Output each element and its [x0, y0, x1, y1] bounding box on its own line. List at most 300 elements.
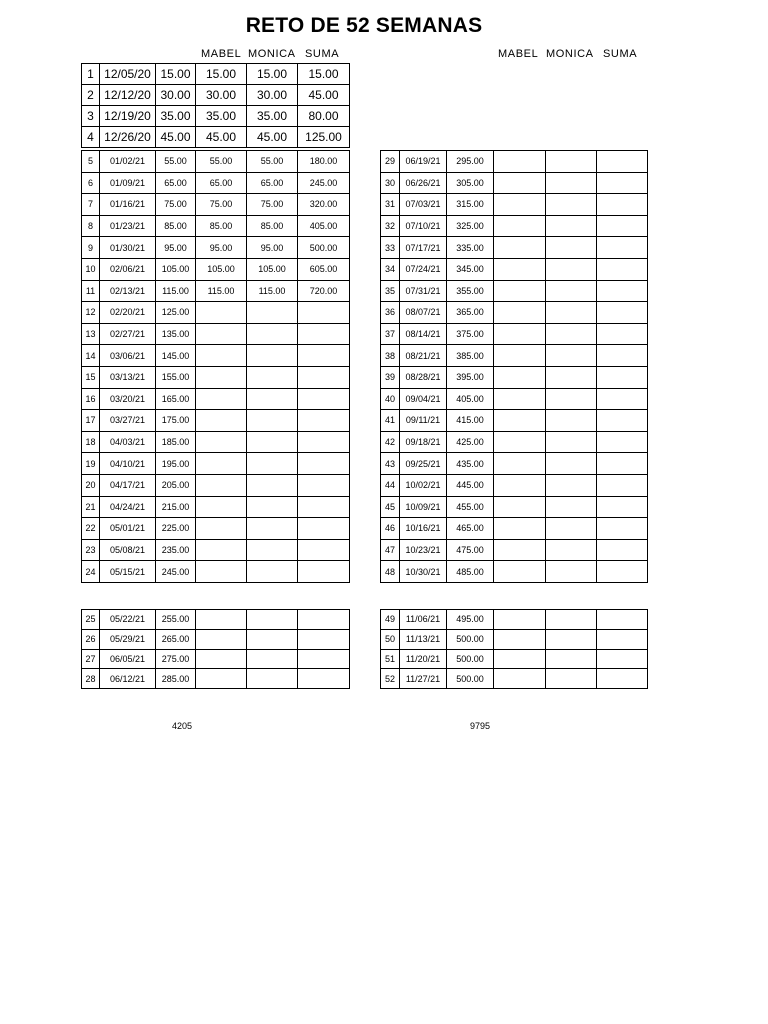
week-number-cell: 10 [82, 258, 100, 280]
suma-amount-cell [298, 323, 350, 345]
week-number-cell: 8 [82, 215, 100, 237]
suma-amount-cell: 320.00 [298, 194, 350, 216]
week-date-cell: 02/20/21 [100, 302, 156, 324]
weekly-amount-cell: 305.00 [447, 172, 494, 194]
weekly-amount-cell: 215.00 [156, 496, 196, 518]
monica-amount-cell: 65.00 [247, 172, 298, 194]
mabel-amount-cell: 55.00 [196, 151, 247, 173]
table-row [82, 561, 350, 583]
weekly-amount-cell: 225.00 [156, 518, 196, 540]
monica-amount-cell [546, 366, 597, 388]
week-number-cell: 42 [381, 431, 400, 453]
monica-amount-cell [247, 431, 298, 453]
week-date-cell: 08/21/21 [400, 345, 447, 367]
week-date-cell: 01/30/21 [100, 237, 156, 259]
monica-amount-cell [546, 669, 597, 689]
week-date-cell: 03/06/21 [100, 345, 156, 367]
week-number-cell: 34 [381, 258, 400, 280]
weekly-amount-cell: 445.00 [447, 474, 494, 496]
week-date-cell: 09/25/21 [400, 453, 447, 475]
table-row [381, 649, 648, 669]
table-row [82, 64, 350, 85]
mabel-amount-cell [494, 610, 546, 630]
weekly-amount-cell: 30.00 [156, 85, 196, 106]
week-date-cell: 01/02/21 [100, 151, 156, 173]
week-date-cell: 05/22/21 [100, 610, 156, 630]
suma-amount-cell [597, 215, 648, 237]
mabel-amount-cell [196, 561, 247, 583]
mabel-amount-cell [196, 410, 247, 432]
mabel-amount-cell [494, 496, 546, 518]
mabel-amount-cell [494, 237, 546, 259]
week-date-cell: 02/06/21 [100, 258, 156, 280]
header-monica-left: MONICA [248, 48, 296, 60]
table-row [381, 237, 648, 259]
week-date-cell: 04/17/21 [100, 474, 156, 496]
table-row [381, 474, 648, 496]
week-date-cell: 02/27/21 [100, 323, 156, 345]
table-row [381, 388, 648, 410]
suma-amount-cell: 245.00 [298, 172, 350, 194]
table-row [82, 518, 350, 540]
mabel-amount-cell [494, 629, 546, 649]
table-row [82, 410, 350, 432]
week-date-cell: 07/10/21 [400, 215, 447, 237]
suma-amount-cell [597, 323, 648, 345]
mabel-amount-cell [196, 539, 247, 561]
weekly-amount-cell: 185.00 [156, 431, 196, 453]
mabel-amount-cell: 105.00 [196, 258, 247, 280]
weekly-amount-cell: 95.00 [156, 237, 196, 259]
monica-amount-cell [247, 610, 298, 630]
table-row [381, 366, 648, 388]
mabel-amount-cell [494, 561, 546, 583]
mabel-amount-cell: 95.00 [196, 237, 247, 259]
week-number-cell: 24 [82, 561, 100, 583]
suma-amount-cell [298, 610, 350, 630]
table-row [82, 610, 350, 630]
table-row [82, 496, 350, 518]
mabel-amount-cell [494, 539, 546, 561]
monica-amount-cell [546, 345, 597, 367]
week-number-cell: 21 [82, 496, 100, 518]
weekly-amount-cell: 35.00 [156, 106, 196, 127]
suma-amount-cell [298, 518, 350, 540]
suma-amount-cell [597, 649, 648, 669]
mabel-amount-cell [196, 474, 247, 496]
week-date-cell: 11/13/21 [400, 629, 447, 649]
suma-amount-cell: 15.00 [298, 64, 350, 85]
week-date-cell: 07/31/21 [400, 280, 447, 302]
monica-amount-cell [546, 258, 597, 280]
week-number-cell: 30 [381, 172, 400, 194]
table-row [82, 388, 350, 410]
mabel-amount-cell: 85.00 [196, 215, 247, 237]
table-row [82, 366, 350, 388]
week-date-cell: 12/26/20 [100, 127, 156, 148]
weekly-amount-cell: 435.00 [447, 453, 494, 475]
table-row [82, 172, 350, 194]
week-date-cell: 12/12/20 [100, 85, 156, 106]
week-date-cell: 01/09/21 [100, 172, 156, 194]
week-number-cell: 4 [82, 127, 100, 148]
mabel-amount-cell [494, 431, 546, 453]
week-date-cell: 03/20/21 [100, 388, 156, 410]
week-date-cell: 11/27/21 [400, 669, 447, 689]
mabel-amount-cell [494, 323, 546, 345]
weekly-amount-cell: 285.00 [156, 669, 196, 689]
table-row [381, 323, 648, 345]
table-row [381, 302, 648, 324]
table-row [381, 539, 648, 561]
page-title: RETO DE 52 SEMANAS [245, 14, 483, 37]
suma-amount-cell: 605.00 [298, 258, 350, 280]
table-row [381, 561, 648, 583]
mabel-amount-cell: 65.00 [196, 172, 247, 194]
weekly-amount-cell: 500.00 [447, 669, 494, 689]
monica-amount-cell [546, 302, 597, 324]
monica-amount-cell [247, 388, 298, 410]
mabel-amount-cell [196, 431, 247, 453]
mabel-amount-cell [494, 649, 546, 669]
weeks-table-left-main [81, 150, 350, 583]
table-row [82, 323, 350, 345]
table-row [381, 629, 648, 649]
monica-amount-cell: 35.00 [247, 106, 298, 127]
suma-amount-cell: 125.00 [298, 127, 350, 148]
suma-amount-cell: 45.00 [298, 85, 350, 106]
weeks-table-left-bottom [81, 609, 350, 689]
suma-amount-cell: 80.00 [298, 106, 350, 127]
suma-amount-cell [597, 366, 648, 388]
monica-amount-cell [546, 280, 597, 302]
mabel-amount-cell [196, 669, 247, 689]
weekly-amount-cell: 375.00 [447, 323, 494, 345]
week-date-cell: 01/23/21 [100, 215, 156, 237]
monica-amount-cell [546, 453, 597, 475]
table-row [381, 172, 648, 194]
weekly-amount-cell: 265.00 [156, 629, 196, 649]
suma-amount-cell: 500.00 [298, 237, 350, 259]
table-row [82, 669, 350, 689]
week-number-cell: 45 [381, 496, 400, 518]
week-number-cell: 39 [381, 366, 400, 388]
week-date-cell: 12/05/20 [100, 64, 156, 85]
suma-amount-cell [597, 345, 648, 367]
week-date-cell: 11/20/21 [400, 649, 447, 669]
week-number-cell: 43 [381, 453, 400, 475]
table-row [82, 151, 350, 173]
mabel-amount-cell: 15.00 [196, 64, 247, 85]
monica-amount-cell [546, 237, 597, 259]
table-row [381, 280, 648, 302]
weekly-amount-cell: 15.00 [156, 64, 196, 85]
week-number-cell: 18 [82, 431, 100, 453]
monica-amount-cell [546, 194, 597, 216]
weekly-amount-cell: 395.00 [447, 366, 494, 388]
table-row [82, 237, 350, 259]
suma-amount-cell [597, 518, 648, 540]
week-date-cell: 05/08/21 [100, 539, 156, 561]
week-number-cell: 22 [82, 518, 100, 540]
monica-amount-cell [247, 496, 298, 518]
table-row [381, 215, 648, 237]
weekly-amount-cell: 500.00 [447, 649, 494, 669]
week-date-cell: 11/06/21 [400, 610, 447, 630]
week-number-cell: 29 [381, 151, 400, 173]
weekly-amount-cell: 105.00 [156, 258, 196, 280]
total-left: 4205 [172, 721, 193, 731]
week-number-cell: 51 [381, 649, 400, 669]
suma-amount-cell [298, 302, 350, 324]
mabel-amount-cell [494, 215, 546, 237]
week-date-cell: 05/29/21 [100, 629, 156, 649]
table-row [82, 280, 350, 302]
table-row [381, 410, 648, 432]
monica-amount-cell [546, 151, 597, 173]
weekly-amount-cell: 125.00 [156, 302, 196, 324]
table-row [381, 518, 648, 540]
suma-amount-cell [298, 669, 350, 689]
weekly-amount-cell: 195.00 [156, 453, 196, 475]
table-row [82, 194, 350, 216]
monica-amount-cell [247, 669, 298, 689]
mabel-amount-cell [196, 302, 247, 324]
weeks-table-right-main [380, 150, 648, 583]
week-date-cell: 08/14/21 [400, 323, 447, 345]
monica-amount-cell [546, 649, 597, 669]
week-number-cell: 33 [381, 237, 400, 259]
week-number-cell: 52 [381, 669, 400, 689]
monica-amount-cell [546, 496, 597, 518]
mabel-amount-cell [494, 366, 546, 388]
suma-amount-cell [597, 474, 648, 496]
week-date-cell: 04/24/21 [100, 496, 156, 518]
mabel-amount-cell [494, 388, 546, 410]
weekly-amount-cell: 165.00 [156, 388, 196, 410]
week-number-cell: 7 [82, 194, 100, 216]
suma-amount-cell [298, 431, 350, 453]
mabel-amount-cell [494, 518, 546, 540]
weekly-amount-cell: 315.00 [447, 194, 494, 216]
mabel-amount-cell [494, 302, 546, 324]
monica-amount-cell: 95.00 [247, 237, 298, 259]
header-suma-left: SUMA [305, 48, 340, 60]
monica-amount-cell [247, 345, 298, 367]
suma-amount-cell [597, 669, 648, 689]
suma-amount-cell [298, 345, 350, 367]
week-number-cell: 6 [82, 172, 100, 194]
week-date-cell: 02/13/21 [100, 280, 156, 302]
weekly-amount-cell: 405.00 [447, 388, 494, 410]
suma-amount-cell [597, 561, 648, 583]
week-number-cell: 17 [82, 410, 100, 432]
table-row [82, 629, 350, 649]
table-row [82, 215, 350, 237]
weekly-amount-cell: 335.00 [447, 237, 494, 259]
suma-amount-cell [597, 610, 648, 630]
week-number-cell: 12 [82, 302, 100, 324]
suma-amount-cell [597, 388, 648, 410]
weekly-amount-cell: 115.00 [156, 280, 196, 302]
week-date-cell: 05/15/21 [100, 561, 156, 583]
week-number-cell: 32 [381, 215, 400, 237]
suma-amount-cell [597, 431, 648, 453]
monica-amount-cell [546, 323, 597, 345]
weekly-amount-cell: 75.00 [156, 194, 196, 216]
table-row [82, 649, 350, 669]
weekly-amount-cell: 355.00 [447, 280, 494, 302]
monica-amount-cell [546, 172, 597, 194]
week-number-cell: 16 [82, 388, 100, 410]
suma-amount-cell [597, 237, 648, 259]
week-number-cell: 14 [82, 345, 100, 367]
weekly-amount-cell: 275.00 [156, 649, 196, 669]
table-row [381, 610, 648, 630]
week-number-cell: 1 [82, 64, 100, 85]
monica-amount-cell [546, 431, 597, 453]
week-date-cell: 10/23/21 [400, 539, 447, 561]
week-number-cell: 37 [381, 323, 400, 345]
week-date-cell: 10/16/21 [400, 518, 447, 540]
week-date-cell: 10/30/21 [400, 561, 447, 583]
week-number-cell: 41 [381, 410, 400, 432]
table-row [381, 496, 648, 518]
mabel-amount-cell [196, 649, 247, 669]
mabel-amount-cell: 75.00 [196, 194, 247, 216]
suma-amount-cell: 405.00 [298, 215, 350, 237]
week-date-cell: 07/17/21 [400, 237, 447, 259]
weekly-amount-cell: 495.00 [447, 610, 494, 630]
monica-amount-cell [247, 474, 298, 496]
table-row [82, 345, 350, 367]
week-date-cell: 03/27/21 [100, 410, 156, 432]
week-number-cell: 40 [381, 388, 400, 410]
mabel-amount-cell [196, 629, 247, 649]
weekly-amount-cell: 365.00 [447, 302, 494, 324]
header-mabel-right: MABEL [498, 48, 539, 60]
mabel-amount-cell [196, 453, 247, 475]
table-row [82, 539, 350, 561]
table-row [82, 85, 350, 106]
weekly-amount-cell: 465.00 [447, 518, 494, 540]
week-number-cell: 50 [381, 629, 400, 649]
header-monica-right: MONICA [546, 48, 594, 60]
table-row [82, 302, 350, 324]
table-row [381, 258, 648, 280]
monica-amount-cell: 105.00 [247, 258, 298, 280]
monica-amount-cell [546, 388, 597, 410]
monica-amount-cell: 85.00 [247, 215, 298, 237]
monica-amount-cell [247, 366, 298, 388]
monica-amount-cell: 15.00 [247, 64, 298, 85]
table-row [82, 106, 350, 127]
week-number-cell: 35 [381, 280, 400, 302]
suma-amount-cell [597, 172, 648, 194]
weekly-amount-cell: 65.00 [156, 172, 196, 194]
mabel-amount-cell [494, 474, 546, 496]
week-number-cell: 36 [381, 302, 400, 324]
weekly-amount-cell: 345.00 [447, 258, 494, 280]
monica-amount-cell [546, 410, 597, 432]
week-number-cell: 13 [82, 323, 100, 345]
mabel-amount-cell [196, 323, 247, 345]
mabel-amount-cell: 115.00 [196, 280, 247, 302]
suma-amount-cell [298, 561, 350, 583]
mabel-amount-cell [494, 194, 546, 216]
weeks-table-right-bottom [380, 609, 648, 689]
week-number-cell: 46 [381, 518, 400, 540]
week-date-cell: 09/11/21 [400, 410, 447, 432]
week-date-cell: 05/01/21 [100, 518, 156, 540]
weekly-amount-cell: 205.00 [156, 474, 196, 496]
suma-amount-cell [597, 539, 648, 561]
week-number-cell: 25 [82, 610, 100, 630]
mabel-amount-cell [494, 151, 546, 173]
week-number-cell: 44 [381, 474, 400, 496]
total-right: 9795 [470, 721, 491, 731]
monica-amount-cell [247, 410, 298, 432]
week-number-cell: 20 [82, 474, 100, 496]
weekly-amount-cell: 135.00 [156, 323, 196, 345]
week-date-cell: 10/02/21 [400, 474, 447, 496]
monica-amount-cell [546, 539, 597, 561]
mabel-amount-cell [494, 410, 546, 432]
suma-amount-cell [597, 496, 648, 518]
monica-amount-cell: 30.00 [247, 85, 298, 106]
suma-amount-cell [298, 649, 350, 669]
week-number-cell: 38 [381, 345, 400, 367]
header-suma-right: SUMA [603, 48, 638, 60]
week-number-cell: 27 [82, 649, 100, 669]
week-date-cell: 08/28/21 [400, 366, 447, 388]
suma-amount-cell [597, 302, 648, 324]
suma-amount-cell [597, 453, 648, 475]
suma-amount-cell: 720.00 [298, 280, 350, 302]
week-number-cell: 31 [381, 194, 400, 216]
mabel-amount-cell: 35.00 [196, 106, 247, 127]
week-number-cell: 15 [82, 366, 100, 388]
suma-amount-cell [298, 453, 350, 475]
monica-amount-cell [546, 474, 597, 496]
table-row [381, 194, 648, 216]
table-row [381, 151, 648, 173]
weekly-amount-cell: 385.00 [447, 345, 494, 367]
week-date-cell: 07/24/21 [400, 258, 447, 280]
week-number-cell: 11 [82, 280, 100, 302]
mabel-amount-cell [494, 345, 546, 367]
week-date-cell: 06/12/21 [100, 669, 156, 689]
week-date-cell: 03/13/21 [100, 366, 156, 388]
weekly-amount-cell: 85.00 [156, 215, 196, 237]
weekly-amount-cell: 145.00 [156, 345, 196, 367]
monica-amount-cell [247, 323, 298, 345]
week-number-cell: 9 [82, 237, 100, 259]
weekly-amount-cell: 415.00 [447, 410, 494, 432]
table-row [82, 453, 350, 475]
monica-amount-cell: 75.00 [247, 194, 298, 216]
weekly-amount-cell: 500.00 [447, 629, 494, 649]
monica-amount-cell: 115.00 [247, 280, 298, 302]
week-date-cell: 06/05/21 [100, 649, 156, 669]
week-date-cell: 10/09/21 [400, 496, 447, 518]
weekly-amount-cell: 55.00 [156, 151, 196, 173]
weekly-amount-cell: 455.00 [447, 496, 494, 518]
mabel-amount-cell [196, 518, 247, 540]
table-row [82, 474, 350, 496]
weekly-amount-cell: 425.00 [447, 431, 494, 453]
suma-amount-cell [597, 280, 648, 302]
